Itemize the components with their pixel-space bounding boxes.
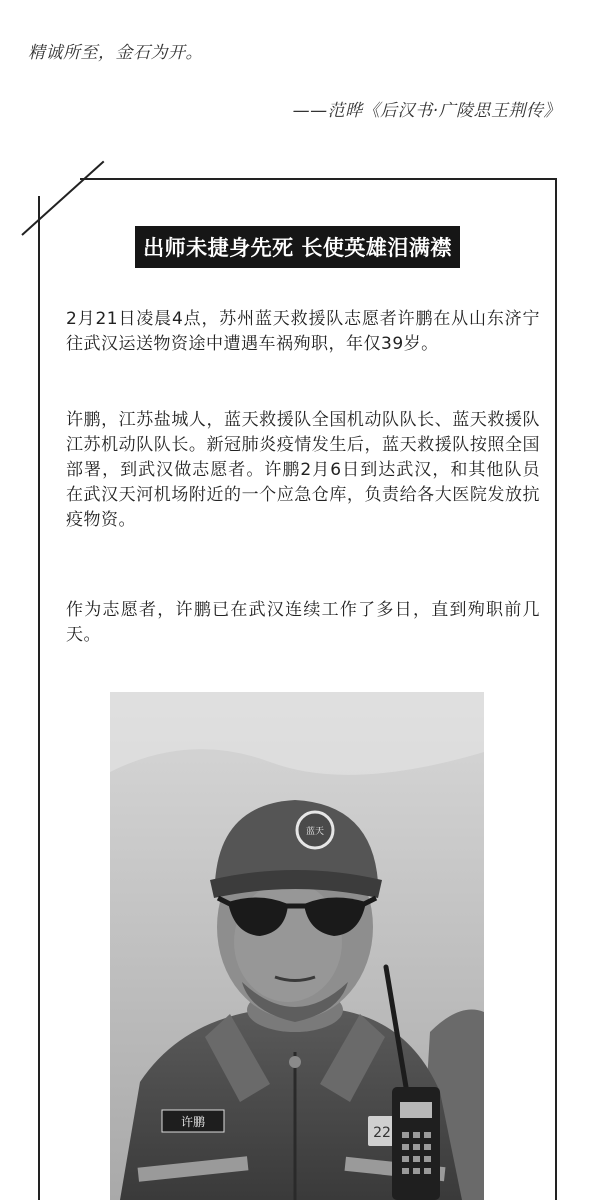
article-heading: 出师未捷身先死 长使英雄泪满襟 [135,226,460,268]
frame-right-line [555,178,557,1200]
name-tag-text: 许鹏 [180,1115,206,1129]
paragraph-3: 作为志愿者，许鹏已在武汉连续工作了多日，直到殉职前几天。 [66,600,540,645]
heading-container [0,226,595,268]
portrait-illustration [110,692,484,1200]
walkie-talkie-screen [400,1102,432,1118]
paragraph-2: 许鹏，江苏盐城人，蓝天救援队全国机动队队长、蓝天救援队江苏机动队队长。新冠肺炎疫情发生后，蓝天救援队按照全国部署，到武汉做志愿者。许鹏2月6日到达武汉，和其他队员在武汉天河机场附近的一个应急仓库，负责给各大医院发放抗疫物资。 [66,410,540,530]
number-patch-text: 22 [373,1125,391,1141]
quote-text: 精诚所至，金石为开。 [28,43,203,63]
memorial-photo [110,692,484,1200]
paragraph-1: 2月21日凌晨4点，苏州蓝天救援队志愿者许鹏在从山东济宁往武汉运送物资途中遭遇车祸殉职，年仅39岁。 [66,309,540,354]
frame-diagonal-line [21,161,104,236]
frame-top-line [80,178,557,180]
zipper-pull [289,1056,301,1068]
cap-badge-text: 蓝天 [305,827,325,837]
quote-source: ——范晔《后汉书·广陵思王荆传》 [292,101,561,121]
frame-left-line [38,196,40,1200]
